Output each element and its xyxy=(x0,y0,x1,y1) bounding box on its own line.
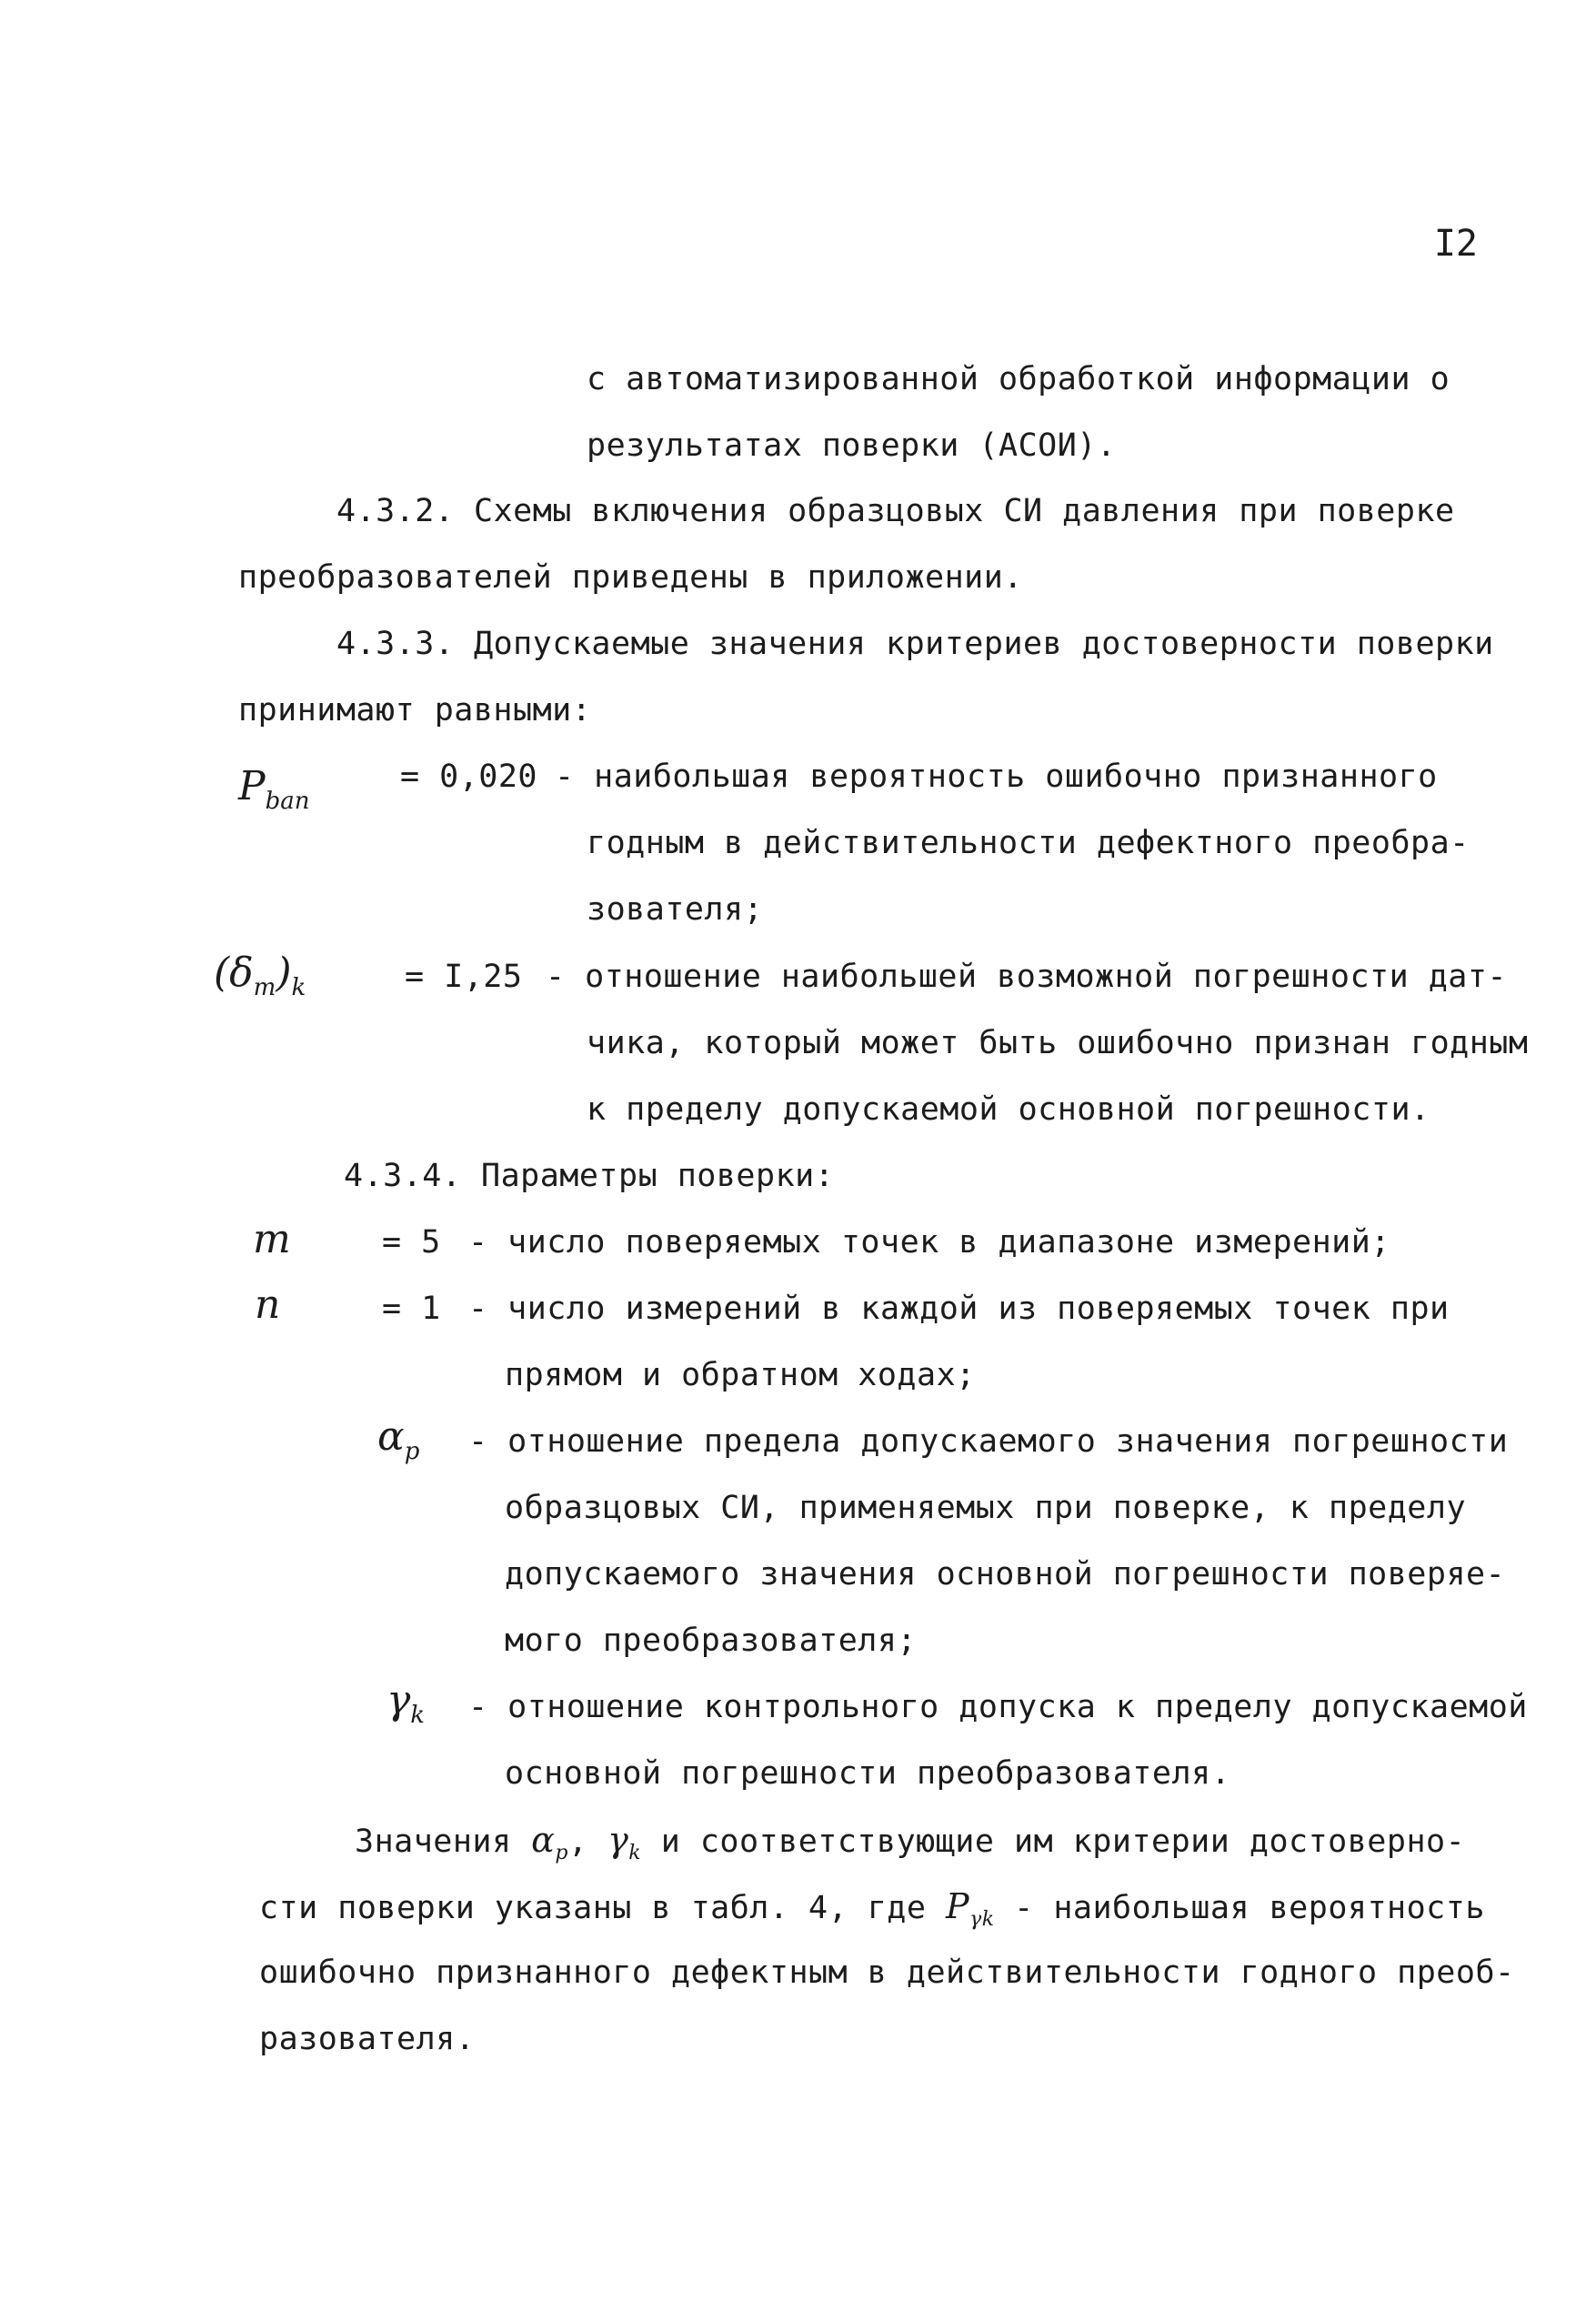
param-gamma-desc-1: - отношение контрольного допуска к пределу допускаемой xyxy=(468,1689,1528,1725)
intro-line-1: с автоматизированной обработкой информации о xyxy=(587,361,1450,397)
closing-line-4: разователя. xyxy=(259,2021,476,2057)
symbol-subscript: p xyxy=(555,1842,568,1864)
param-n-desc-2: прямом и обратном ходах; xyxy=(505,1357,976,1393)
param-gamma-desc-2: основной погрешности преобразователя. xyxy=(505,1755,1231,1792)
symbol-main: α xyxy=(531,1820,556,1860)
symbol-subscript: γk xyxy=(969,1908,995,1931)
closing-line-1 xyxy=(355,1820,1465,1874)
symbol-main: γ xyxy=(386,1677,411,1723)
section-4-3-3-line-1: 4.3.3. Допускаемые значения критериев достоверности поверки xyxy=(336,626,1494,662)
criterion-2-desc-1: - отношение наибольшей возможной погрешности дат- xyxy=(546,959,1508,995)
closing-text: и соответствующие им критерии достоверно- xyxy=(660,1824,1466,1860)
intro-line-2: результатах поверки (АСОИ). xyxy=(587,427,1117,464)
param-n-value: = 1 xyxy=(382,1291,441,1327)
symbol-subscript: p xyxy=(404,1438,420,1465)
closing-line-2 xyxy=(259,1886,1485,1940)
inline-symbol-p-gamma-k xyxy=(946,1886,995,1931)
symbol-paren: ) xyxy=(276,950,292,996)
closing-text: Значения xyxy=(355,1824,512,1860)
criterion-1-desc-1: - наибольшая вероятность ошибочно признанного xyxy=(555,759,1438,795)
symbol-subscript: k xyxy=(628,1842,642,1864)
param-symbol-alpha-p xyxy=(377,1414,419,1474)
section-4-3-2-line-2: преобразователей приведены в приложении. xyxy=(238,559,1023,596)
param-m-value: = 5 xyxy=(382,1224,441,1261)
param-n-desc-1: - число измерений в каждой из поверяемых точек при xyxy=(468,1291,1450,1327)
section-4-3-4-title: 4.3.4. Параметры поверки: xyxy=(344,1158,835,1194)
param-symbol-n xyxy=(255,1282,280,1328)
criterion-2-desc-3: к пределу допускаемой основной погрешности. xyxy=(587,1091,1430,1128)
criterion-1-desc-2: годным в действительности дефектного преобра- xyxy=(587,825,1470,861)
symbol-main: γ xyxy=(607,1820,629,1860)
symbol-main: (δ xyxy=(214,950,254,996)
criterion-1-value: = 0,020 xyxy=(400,759,538,795)
param-alpha-desc-2: образцовых СИ, применяемых при поверке, к пределу xyxy=(505,1490,1467,1526)
inline-symbol-gamma-k xyxy=(607,1820,642,1864)
symbol-main: P xyxy=(946,1886,970,1926)
symbol-subscript: ban xyxy=(265,788,310,815)
criterion-symbol-p-ban xyxy=(238,764,310,824)
criterion-symbol-delta-k xyxy=(214,950,306,1010)
symbol-subscript: k xyxy=(410,1702,426,1729)
closing-line-3: ошибочно признанного дефектным в действительности годного преоб- xyxy=(259,1954,1515,1991)
param-alpha-desc-3: допускаемого значения основной погрешности поверяе- xyxy=(505,1556,1506,1593)
param-alpha-desc-4: мого преобразователя; xyxy=(505,1623,918,1659)
symbol-main: P xyxy=(238,763,266,809)
closing-text: - наибольшая вероятность xyxy=(1014,1890,1485,1926)
inline-symbol-alpha-p xyxy=(531,1820,568,1864)
param-symbol-gamma-k xyxy=(386,1678,425,1738)
param-m-desc-1: - число поверяемых точек в диапазоне измерений; xyxy=(468,1224,1390,1261)
page-number: I2 xyxy=(1433,223,1478,265)
comma: , xyxy=(567,1824,588,1860)
symbol-subscript-2: k xyxy=(291,974,306,1001)
criterion-2-desc-2: чика, который может быть ошибочно признан годным xyxy=(587,1025,1529,1061)
symbol-main: α xyxy=(377,1413,405,1460)
section-4-3-2-line-1: 4.3.2. Схемы включения образцовых СИ давления при поверке xyxy=(336,493,1455,529)
param-symbol-m xyxy=(253,1217,291,1262)
section-4-3-3-line-2: принимают равными: xyxy=(238,692,592,728)
symbol-subscript: m xyxy=(253,974,276,1001)
criterion-2-value: = I,25 xyxy=(405,959,523,995)
symbol-main: m xyxy=(253,1216,291,1262)
symbol-main: n xyxy=(255,1281,281,1328)
criterion-1-desc-3: зователя; xyxy=(587,891,764,928)
param-alpha-desc-1: - отношение предела допускаемого значения погрешности xyxy=(468,1423,1509,1460)
closing-text: сти поверки указаны в табл. 4, где xyxy=(259,1890,927,1926)
